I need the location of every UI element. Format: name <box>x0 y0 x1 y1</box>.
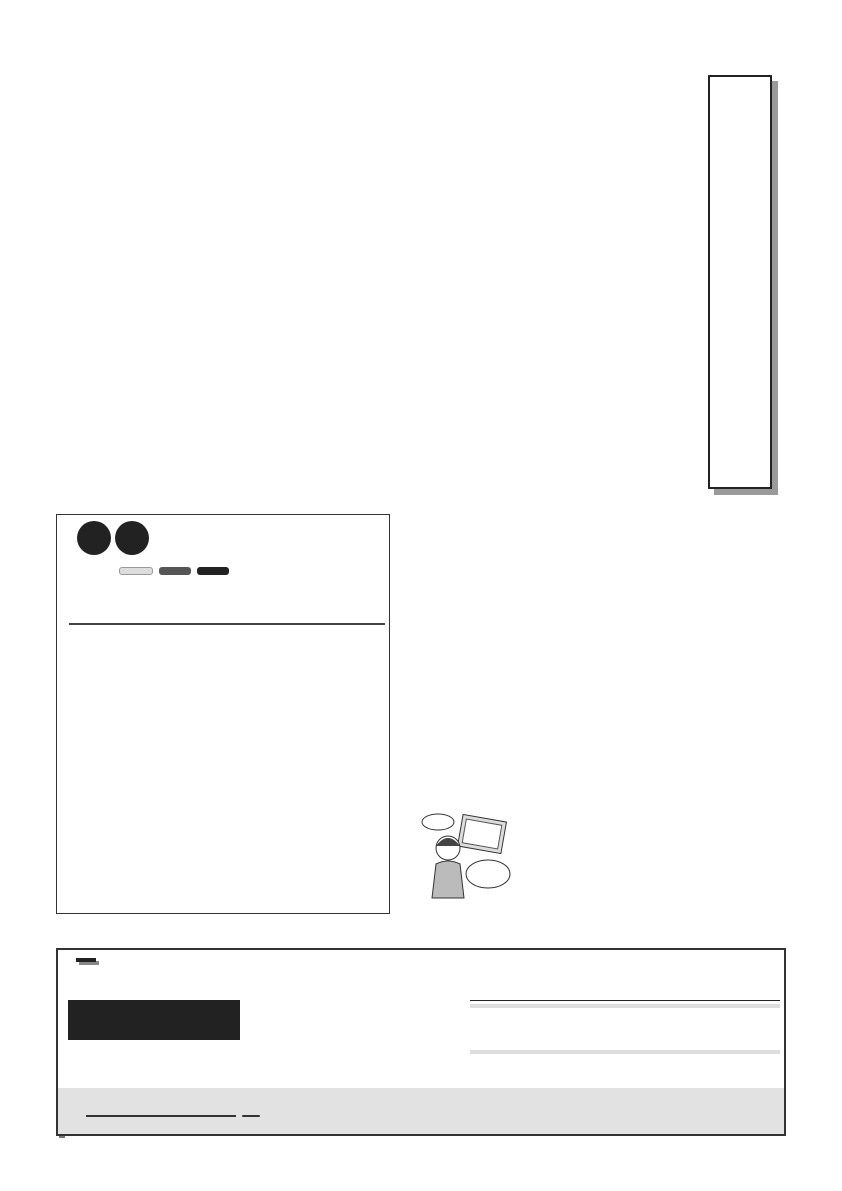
ad-search-box[interactable] <box>86 1115 236 1117</box>
ad-deal-banner <box>68 1000 240 1040</box>
ad-label <box>59 1136 65 1138</box>
tag-citizens <box>119 567 153 575</box>
ad-footer <box>58 1088 784 1134</box>
ad-access <box>470 1048 780 1054</box>
advertisement <box>56 948 786 1136</box>
ad-security <box>470 1000 780 1008</box>
seminar-box <box>56 514 390 914</box>
tag-free <box>159 567 191 575</box>
illustration-woman-computer <box>418 808 512 908</box>
seminar-title <box>77 521 165 555</box>
article-column-lower <box>465 497 785 927</box>
seminar-sessions <box>69 623 385 625</box>
article-title-box <box>708 75 772 489</box>
ad-search-button[interactable] <box>242 1115 260 1117</box>
article-column-upper-left <box>240 298 620 498</box>
ad-brand <box>76 958 96 962</box>
seminar-tags <box>119 567 229 575</box>
tag-reservation <box>197 567 229 575</box>
